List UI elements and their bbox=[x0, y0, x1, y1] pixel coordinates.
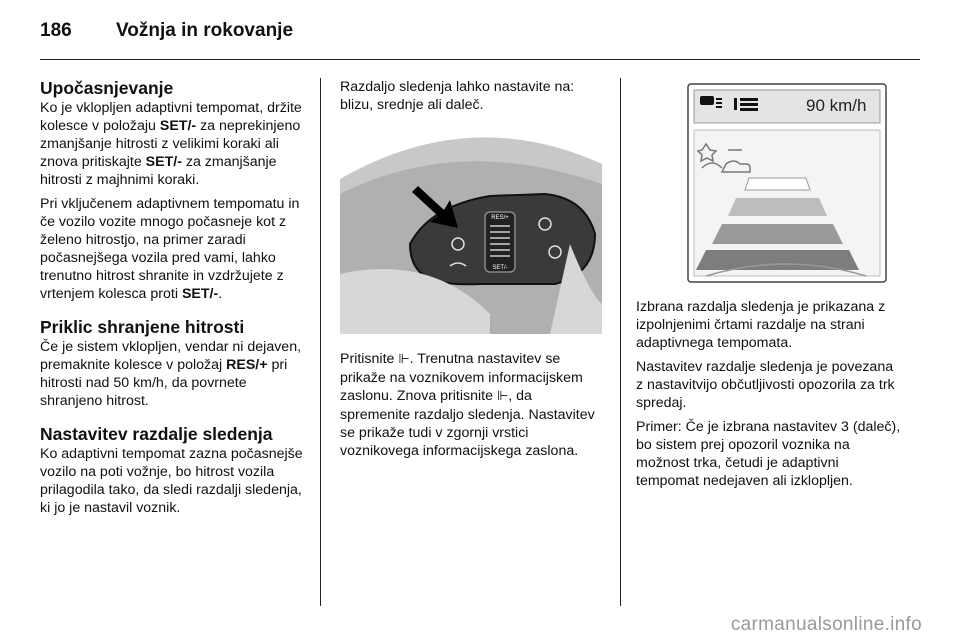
header-rule bbox=[40, 59, 920, 60]
bold-term: SET/- bbox=[181, 286, 219, 302]
steering-wheel-illustration bbox=[340, 124, 602, 334]
page-title: Vožnja in rokovanje bbox=[116, 20, 294, 41]
paragraph: Pri vključenem adaptivnem tempomatu in če vozilo vozite mnogo počasneje kot z želeno hitrostjo, na primer zaradi počasnejšega vozila pred vami, lahko trenutno hitrost shranite in vzdržujete z vrtenjem kolesca proti SET/-. bbox=[40, 196, 300, 302]
paragraph: Nastavitev razdalje sledenja je povezana z nastavitvijo občutljivosti opozorila za trk spredaj. bbox=[636, 359, 895, 411]
page-header bbox=[40, 20, 293, 42]
column-divider bbox=[320, 78, 321, 606]
paragraph: Če je sistem vklopljen, vendar ni dejaven, premaknite kolesce v položaj RES/+ pri hitrosti nad 50 km/h, da povrnete shranjeno hitrost. bbox=[40, 339, 302, 409]
display-speed: 90 km/h bbox=[806, 96, 867, 115]
driver-info-display-illustration bbox=[636, 78, 901, 288]
bold-term: SET/- bbox=[159, 118, 197, 134]
follow-distance-icon: ⊩ bbox=[496, 389, 509, 404]
paragraph: Pritisnite ⊩. Trenutna nastavitev se prikaže na voznikovem informacijskem zaslonu. Znova pritisnite ⊩, da spremenite razdaljo sledenja. Nastavitev se prikaže tudi v zgornji vrstici voznikovega informacijskega zaslona. bbox=[340, 351, 595, 459]
heading-deceleration: Upočasnjevanje bbox=[40, 78, 174, 98]
page-number: 186 bbox=[40, 20, 72, 41]
column-divider bbox=[620, 78, 621, 606]
column-2-lower bbox=[340, 350, 604, 466]
paragraph: Primer: Če je izbrana nastavitev 3 (daleč), bo sistem prej opozoril voznika na možnost trka, četudi je adaptivni tempomat nedejaven ali izklopljen. bbox=[636, 419, 901, 489]
column-1 bbox=[40, 78, 308, 523]
column-2 bbox=[340, 78, 604, 120]
heading-follow-distance: Nastavitev razdalje sledenja bbox=[40, 424, 273, 444]
bold-term: SET/- bbox=[145, 154, 182, 170]
bold-term: RES/+ bbox=[226, 357, 268, 373]
column-3 bbox=[636, 298, 904, 496]
footer-watermark: carmanualsonline.info bbox=[730, 614, 922, 635]
paragraph: Izbrana razdalja sledenja je prikazana z izpolnjenimi črtami razdalje na strani adaptivnega tempomata. bbox=[636, 299, 886, 351]
heading-recall-speed: Priklic shranjene hitrosti bbox=[40, 317, 245, 337]
paragraph: Ko je vklopljen adaptivni tempomat, držite kolesce v položaju SET/- za neprekinjeno zmanjšanje hitrosti z velikimi koraki ali znova pritiskajte SET/- za zmanjšanje hitrosti z majhnimi koraki. bbox=[40, 100, 302, 188]
paragraph: Ko adaptivni tempomat zazna počasnejše vozilo na poti vožnje, bo hitrost vozila prilagodila tako, da sledi razdalji sledenja, ki jo je nastavil voznik. bbox=[40, 446, 303, 516]
paragraph: Razdaljo sledenja lahko nastavite na: blizu, srednje ali daleč. bbox=[340, 79, 575, 113]
wheel-res-label: RES/+ bbox=[491, 215, 509, 221]
wheel-set-label: SET/- bbox=[492, 265, 508, 271]
follow-distance-icon: ⊩ bbox=[398, 352, 410, 367]
